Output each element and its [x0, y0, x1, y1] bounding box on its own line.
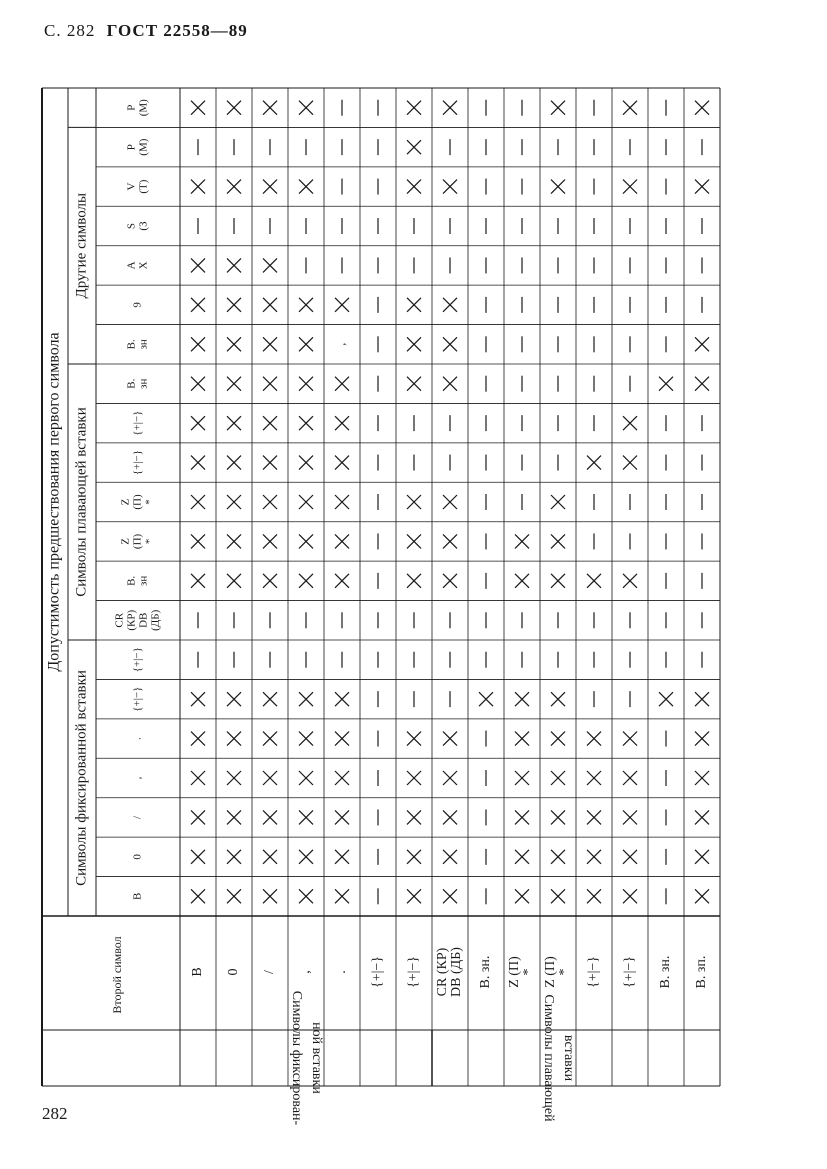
cell-mark-cross [227, 850, 241, 864]
column-header-label: Z [119, 538, 132, 545]
cell-mark-cross [443, 850, 457, 864]
cell-mark-cross [263, 101, 277, 115]
cell-mark-cross [263, 574, 277, 588]
cell-mark-cross [191, 732, 205, 746]
row-header-label: Z (П) [507, 956, 523, 988]
cell-mark-cross [443, 771, 457, 785]
cell-mark-cross [587, 771, 601, 785]
cell-mark-cross [263, 377, 277, 391]
cell-mark-cross [551, 534, 565, 548]
cell-mark-cross [695, 377, 709, 391]
row-header-label: * [521, 968, 537, 976]
row-header-label: В. зн. [478, 955, 494, 989]
column-header-label: P [125, 104, 138, 111]
cell-mark-cross [623, 850, 637, 864]
cell-mark-cross [407, 495, 421, 509]
cell-mark-cross [227, 416, 241, 430]
cell-mark-cross [515, 810, 529, 824]
cell-mark-cross [587, 456, 601, 470]
cell-mark-cross [695, 889, 709, 903]
cell-mark-cross [191, 495, 205, 509]
column-header-label: {+|−} [131, 647, 144, 673]
cell-mark-cross [263, 495, 277, 509]
cell-mark-cross [335, 889, 349, 903]
column-header-label: (ДБ) [149, 609, 162, 631]
page-number: 282 [42, 1104, 68, 1123]
cell-mark-cross [407, 101, 421, 115]
cell-mark-cross [335, 692, 349, 706]
cell-mark-cross [191, 180, 205, 194]
cell-mark-cross [443, 574, 457, 588]
row-header-label: Z (П) [543, 956, 559, 988]
column-header-label: (П) [131, 494, 144, 510]
row-header-label: / [262, 970, 278, 974]
column-header-label: (З [137, 221, 150, 231]
cell-mark-cross [227, 337, 241, 351]
column-header-label: В. [125, 339, 138, 350]
cell-mark-cross [227, 771, 241, 785]
cell-mark-cross [515, 850, 529, 864]
cell-mark-cross [227, 534, 241, 548]
cell-mark-cross [263, 810, 277, 824]
column-header-label: 0 [131, 854, 144, 860]
cell-mark-cross [551, 732, 565, 746]
cell-mark-cross [623, 810, 637, 824]
cell-mark-cross [191, 416, 205, 430]
cell-mark-cross [227, 732, 241, 746]
column-header-label: (КР) [125, 609, 138, 631]
row-group-label: Символы фиксирован- [288, 990, 304, 1126]
column-header-label: X [137, 261, 150, 270]
cell-mark-cross [335, 456, 349, 470]
cell-mark-cross [227, 377, 241, 391]
column-header-label: * [143, 538, 156, 545]
column-header-label: В. [125, 575, 138, 586]
column-header-label: V [125, 182, 138, 191]
cell-mark-cross [551, 771, 565, 785]
cell-mark-cross [299, 456, 313, 470]
cell-mark-cross [191, 337, 205, 351]
cell-mark-cross [263, 416, 277, 430]
table-title: Допустимость предшествования первого символа [45, 332, 63, 672]
row-header-label: * [557, 968, 573, 976]
cell-mark-cross [623, 180, 637, 194]
cell-mark-cross [227, 258, 241, 272]
cell-mark-cross [443, 534, 457, 548]
cell-mark-cross [263, 456, 277, 470]
row-header-label: {+|−} [622, 955, 638, 989]
cell-mark-cross [623, 732, 637, 746]
cell-mark-cross [191, 101, 205, 115]
cell-mark-cross [263, 732, 277, 746]
cell-mark-cross [407, 889, 421, 903]
cell-mark-cross [443, 889, 457, 903]
cell-mark-cross [623, 416, 637, 430]
cell-mark-cross [443, 180, 457, 194]
cell-mark-cross [191, 889, 205, 903]
column-group-label: Символы фиксированной вставки [73, 670, 90, 886]
column-group-label: Символы плавающей вставки [73, 407, 90, 597]
cell-mark-cross [551, 180, 565, 194]
row-group-label: Символы плавающей [540, 994, 556, 1122]
cell-mark-cross [299, 495, 313, 509]
cell-mark-cross [587, 850, 601, 864]
cell-mark-cross [191, 298, 205, 312]
cell-mark-cross [515, 889, 529, 903]
cell-mark-cross [263, 258, 277, 272]
cell-mark-cross [299, 732, 313, 746]
cell-mark-cross [695, 850, 709, 864]
column-header-label: {+|−} [131, 686, 144, 712]
cell-mark-cross [299, 534, 313, 548]
cell-mark-cross [263, 692, 277, 706]
column-header-label: / [131, 815, 144, 819]
cell-mark-cross [335, 850, 349, 864]
cell-mark-cross [191, 456, 205, 470]
row-group-label: ной вставки [308, 1022, 324, 1094]
cell-mark-cross [299, 101, 313, 115]
cell-mark-cross [407, 771, 421, 785]
cell-mark-cross [695, 810, 709, 824]
cell-mark-cross [695, 180, 709, 194]
second-symbol-label: Второй символ [109, 936, 124, 1014]
column-header-label: A [125, 261, 138, 270]
cell-mark-text: , [333, 342, 348, 346]
cell-mark-cross [587, 810, 601, 824]
cell-mark-cross [695, 732, 709, 746]
cell-mark-cross [551, 692, 565, 706]
column-header-label: В. [125, 378, 138, 389]
cell-mark-cross [587, 574, 601, 588]
column-header-label: В [131, 892, 144, 900]
column-header-label: S [125, 222, 138, 230]
cell-mark-cross [479, 692, 493, 706]
cell-mark-cross [515, 771, 529, 785]
cell-mark-cross [407, 574, 421, 588]
cell-mark-cross [623, 771, 637, 785]
row-header-label: {+|−} [586, 955, 602, 989]
cell-mark-cross [227, 574, 241, 588]
cell-mark-cross [263, 337, 277, 351]
cell-mark-cross [263, 298, 277, 312]
cell-mark-cross [695, 771, 709, 785]
cell-mark-cross [407, 180, 421, 194]
cell-mark-cross [443, 495, 457, 509]
row-header-label: В [190, 967, 206, 977]
cell-mark-cross [407, 850, 421, 864]
cell-mark-cross [299, 337, 313, 351]
cell-mark-cross [551, 495, 565, 509]
cell-mark-cross [299, 416, 313, 430]
column-header-label: 9 [131, 302, 144, 308]
cell-mark-cross [335, 574, 349, 588]
cell-mark-cross [335, 771, 349, 785]
cell-mark-cross [299, 180, 313, 194]
cell-mark-cross [191, 771, 205, 785]
row-group-label: вставки [560, 1034, 576, 1082]
cell-mark-cross [335, 298, 349, 312]
cell-mark-cross [263, 850, 277, 864]
cell-mark-cross [623, 456, 637, 470]
row-header-label: , [298, 970, 314, 974]
column-header-label: DB [137, 612, 150, 628]
cell-mark-cross [623, 574, 637, 588]
standard-designation: ГОСТ 22558—89 [106, 21, 248, 40]
cell-mark-cross [443, 377, 457, 391]
row-header-label: CR (КР) [435, 947, 451, 997]
cell-mark-cross [551, 889, 565, 903]
row-header-label: DB (ДБ) [449, 947, 465, 997]
cell-mark-cross [335, 377, 349, 391]
page-reference: С. 282 [44, 21, 96, 40]
cell-mark-cross [443, 337, 457, 351]
column-header-label: зн [137, 378, 150, 389]
cell-mark-cross [623, 101, 637, 115]
cell-mark-cross [407, 337, 421, 351]
cell-mark-cross [299, 377, 313, 391]
cell-mark-cross [695, 692, 709, 706]
cell-mark-cross [515, 692, 529, 706]
column-header-label: {+|−} [131, 449, 144, 476]
cell-mark-cross [299, 771, 313, 785]
row-header-label: В. зн. [658, 955, 674, 989]
column-header-label: * [143, 499, 156, 505]
cell-mark-cross [299, 889, 313, 903]
cell-mark-cross [515, 732, 529, 746]
cell-mark-cross [299, 810, 313, 824]
cell-mark-cross [515, 574, 529, 588]
cell-mark-cross [191, 574, 205, 588]
cell-mark-cross [227, 495, 241, 509]
cell-mark-cross [587, 732, 601, 746]
cell-mark-cross [443, 732, 457, 746]
cell-mark-cross [335, 810, 349, 824]
cell-mark-cross [407, 810, 421, 824]
cell-mark-cross [263, 180, 277, 194]
cell-mark-cross [335, 534, 349, 548]
cell-mark-cross [191, 377, 205, 391]
cell-mark-cross [227, 180, 241, 194]
row-header-label: . [334, 970, 350, 974]
row-header-label: В. зп. [694, 955, 710, 989]
cell-mark-cross [407, 140, 421, 154]
cell-mark-cross [335, 495, 349, 509]
cell-mark-cross [227, 810, 241, 824]
row-header-label: {+|−} [406, 955, 422, 989]
cell-mark-cross [407, 298, 421, 312]
cell-mark-cross [299, 574, 313, 588]
cell-mark-cross [191, 850, 205, 864]
cell-mark-cross [299, 850, 313, 864]
column-header-label: (M) [137, 99, 150, 117]
cell-mark-cross [299, 692, 313, 706]
cell-mark-cross [227, 692, 241, 706]
cell-mark-cross [407, 732, 421, 746]
row-header-label: 0 [226, 968, 242, 976]
column-header-label: , [131, 776, 144, 780]
cell-mark-cross [263, 534, 277, 548]
cell-mark-cross [335, 416, 349, 430]
cell-mark-cross [515, 534, 529, 548]
cell-mark-cross [695, 337, 709, 351]
column-header-label: (M) [137, 138, 150, 156]
column-header-label: (П) [131, 533, 144, 550]
row-header-label: {+|−} [370, 955, 386, 989]
cell-mark-cross [407, 534, 421, 548]
cell-mark-cross [227, 456, 241, 470]
cell-mark-cross [443, 298, 457, 312]
cell-mark-cross [191, 810, 205, 824]
column-header-label: (T) [137, 179, 150, 194]
column-header-label: зн [137, 575, 150, 586]
column-header-label: . [131, 737, 144, 740]
column-header-label: {+|−} [131, 410, 144, 436]
cell-mark-cross [263, 771, 277, 785]
cell-mark-cross [659, 692, 673, 706]
column-header-label: Z [119, 498, 132, 506]
cell-mark-cross [443, 101, 457, 115]
cell-mark-cross [227, 101, 241, 115]
column-header-label: P [125, 144, 138, 151]
cell-mark-cross [263, 889, 277, 903]
cell-mark-cross [659, 377, 673, 391]
cell-mark-cross [191, 534, 205, 548]
cell-mark-cross [299, 298, 313, 312]
cell-mark-cross [551, 850, 565, 864]
cell-mark-cross [551, 574, 565, 588]
cell-mark-cross [443, 810, 457, 824]
cell-mark-cross [695, 101, 709, 115]
cell-mark-cross [191, 258, 205, 272]
column-header-label: CR [113, 612, 126, 628]
column-group-label: Другие символы [73, 192, 90, 299]
cell-mark-cross [551, 810, 565, 824]
cell-mark-cross [587, 889, 601, 903]
cell-mark-cross [623, 889, 637, 903]
cell-mark-cross [335, 732, 349, 746]
cell-mark-cross [191, 692, 205, 706]
column-header-label: зн [137, 339, 150, 350]
cell-mark-cross [227, 889, 241, 903]
cell-mark-cross [227, 298, 241, 312]
cell-mark-cross [551, 101, 565, 115]
cell-mark-cross [407, 377, 421, 391]
